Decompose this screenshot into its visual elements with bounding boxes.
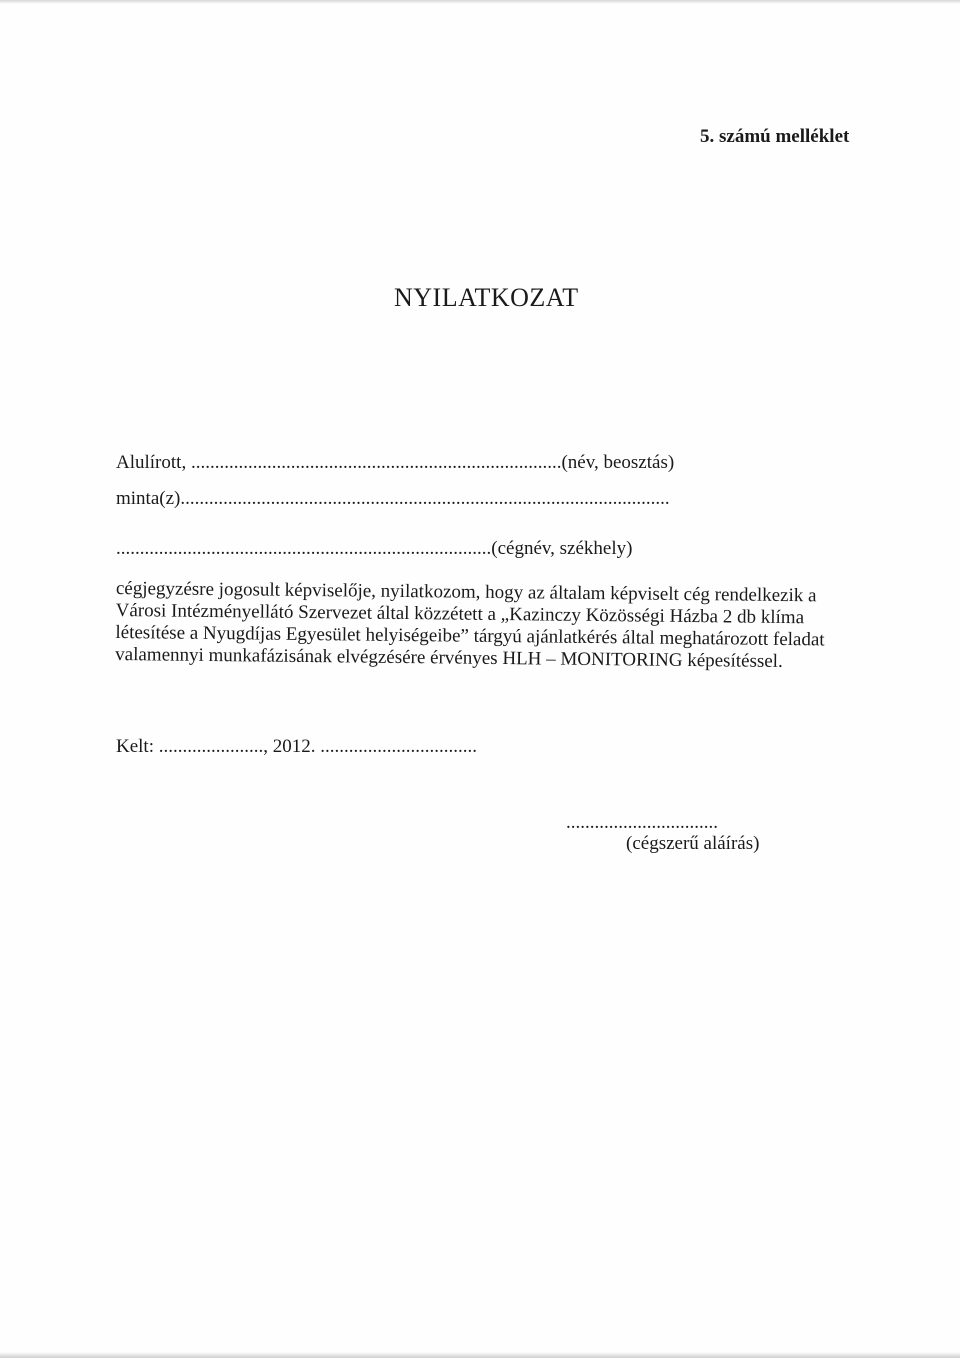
place-blank: ...................... (158, 736, 264, 757)
date-prefix: Kelt: (116, 736, 159, 757)
date-year: , 2012. (263, 736, 316, 757)
name-hint: (név, beosztás) (561, 452, 675, 473)
date-line (116, 736, 477, 758)
declaration-line: cégjegyzésre jogosult képviselője, nyilatkozom, hogy az általam képviselt cég rendelkezik a (115, 578, 817, 607)
document-title: NYILATKOZAT (394, 283, 579, 312)
page-top-edge (0, 0, 960, 4)
minta-blank: ....................................................................................................... (180, 488, 670, 509)
annex-label: 5. számú melléklet (700, 126, 850, 147)
declaration-line: Városi Intézményellátó Szervezet által közzétett a „Kazinczy Közösségi Házba 2 db klíma (115, 599, 805, 629)
minta-prefix: minta(z) (116, 488, 181, 509)
signature-label: (cégszerű aláírás) (626, 833, 760, 854)
name-prefix: Alulírott, (116, 452, 191, 473)
declaration-line: létesítése a Nyugdíjas Egyesület helyiségeibe” tárgyú ajánlatkérés által meghatározott feladat (115, 621, 825, 651)
company-line (116, 538, 632, 560)
name-line (116, 452, 674, 474)
name-blank: .............................................................................. (190, 452, 562, 473)
minta-line (116, 488, 670, 510)
company-hint: (cégnév, székhely) (491, 538, 633, 559)
signature-blank: ................................ (566, 812, 718, 833)
declaration-paragraph (115, 578, 851, 674)
company-blank: ............................................................................... (116, 538, 492, 559)
page-bottom-edge (0, 1352, 960, 1358)
date-blank: ................................. (320, 736, 477, 757)
declaration-line: valamennyi munkafázisának elvégzésére érvényes HLH – MONITORING képesítéssel. (115, 643, 783, 672)
